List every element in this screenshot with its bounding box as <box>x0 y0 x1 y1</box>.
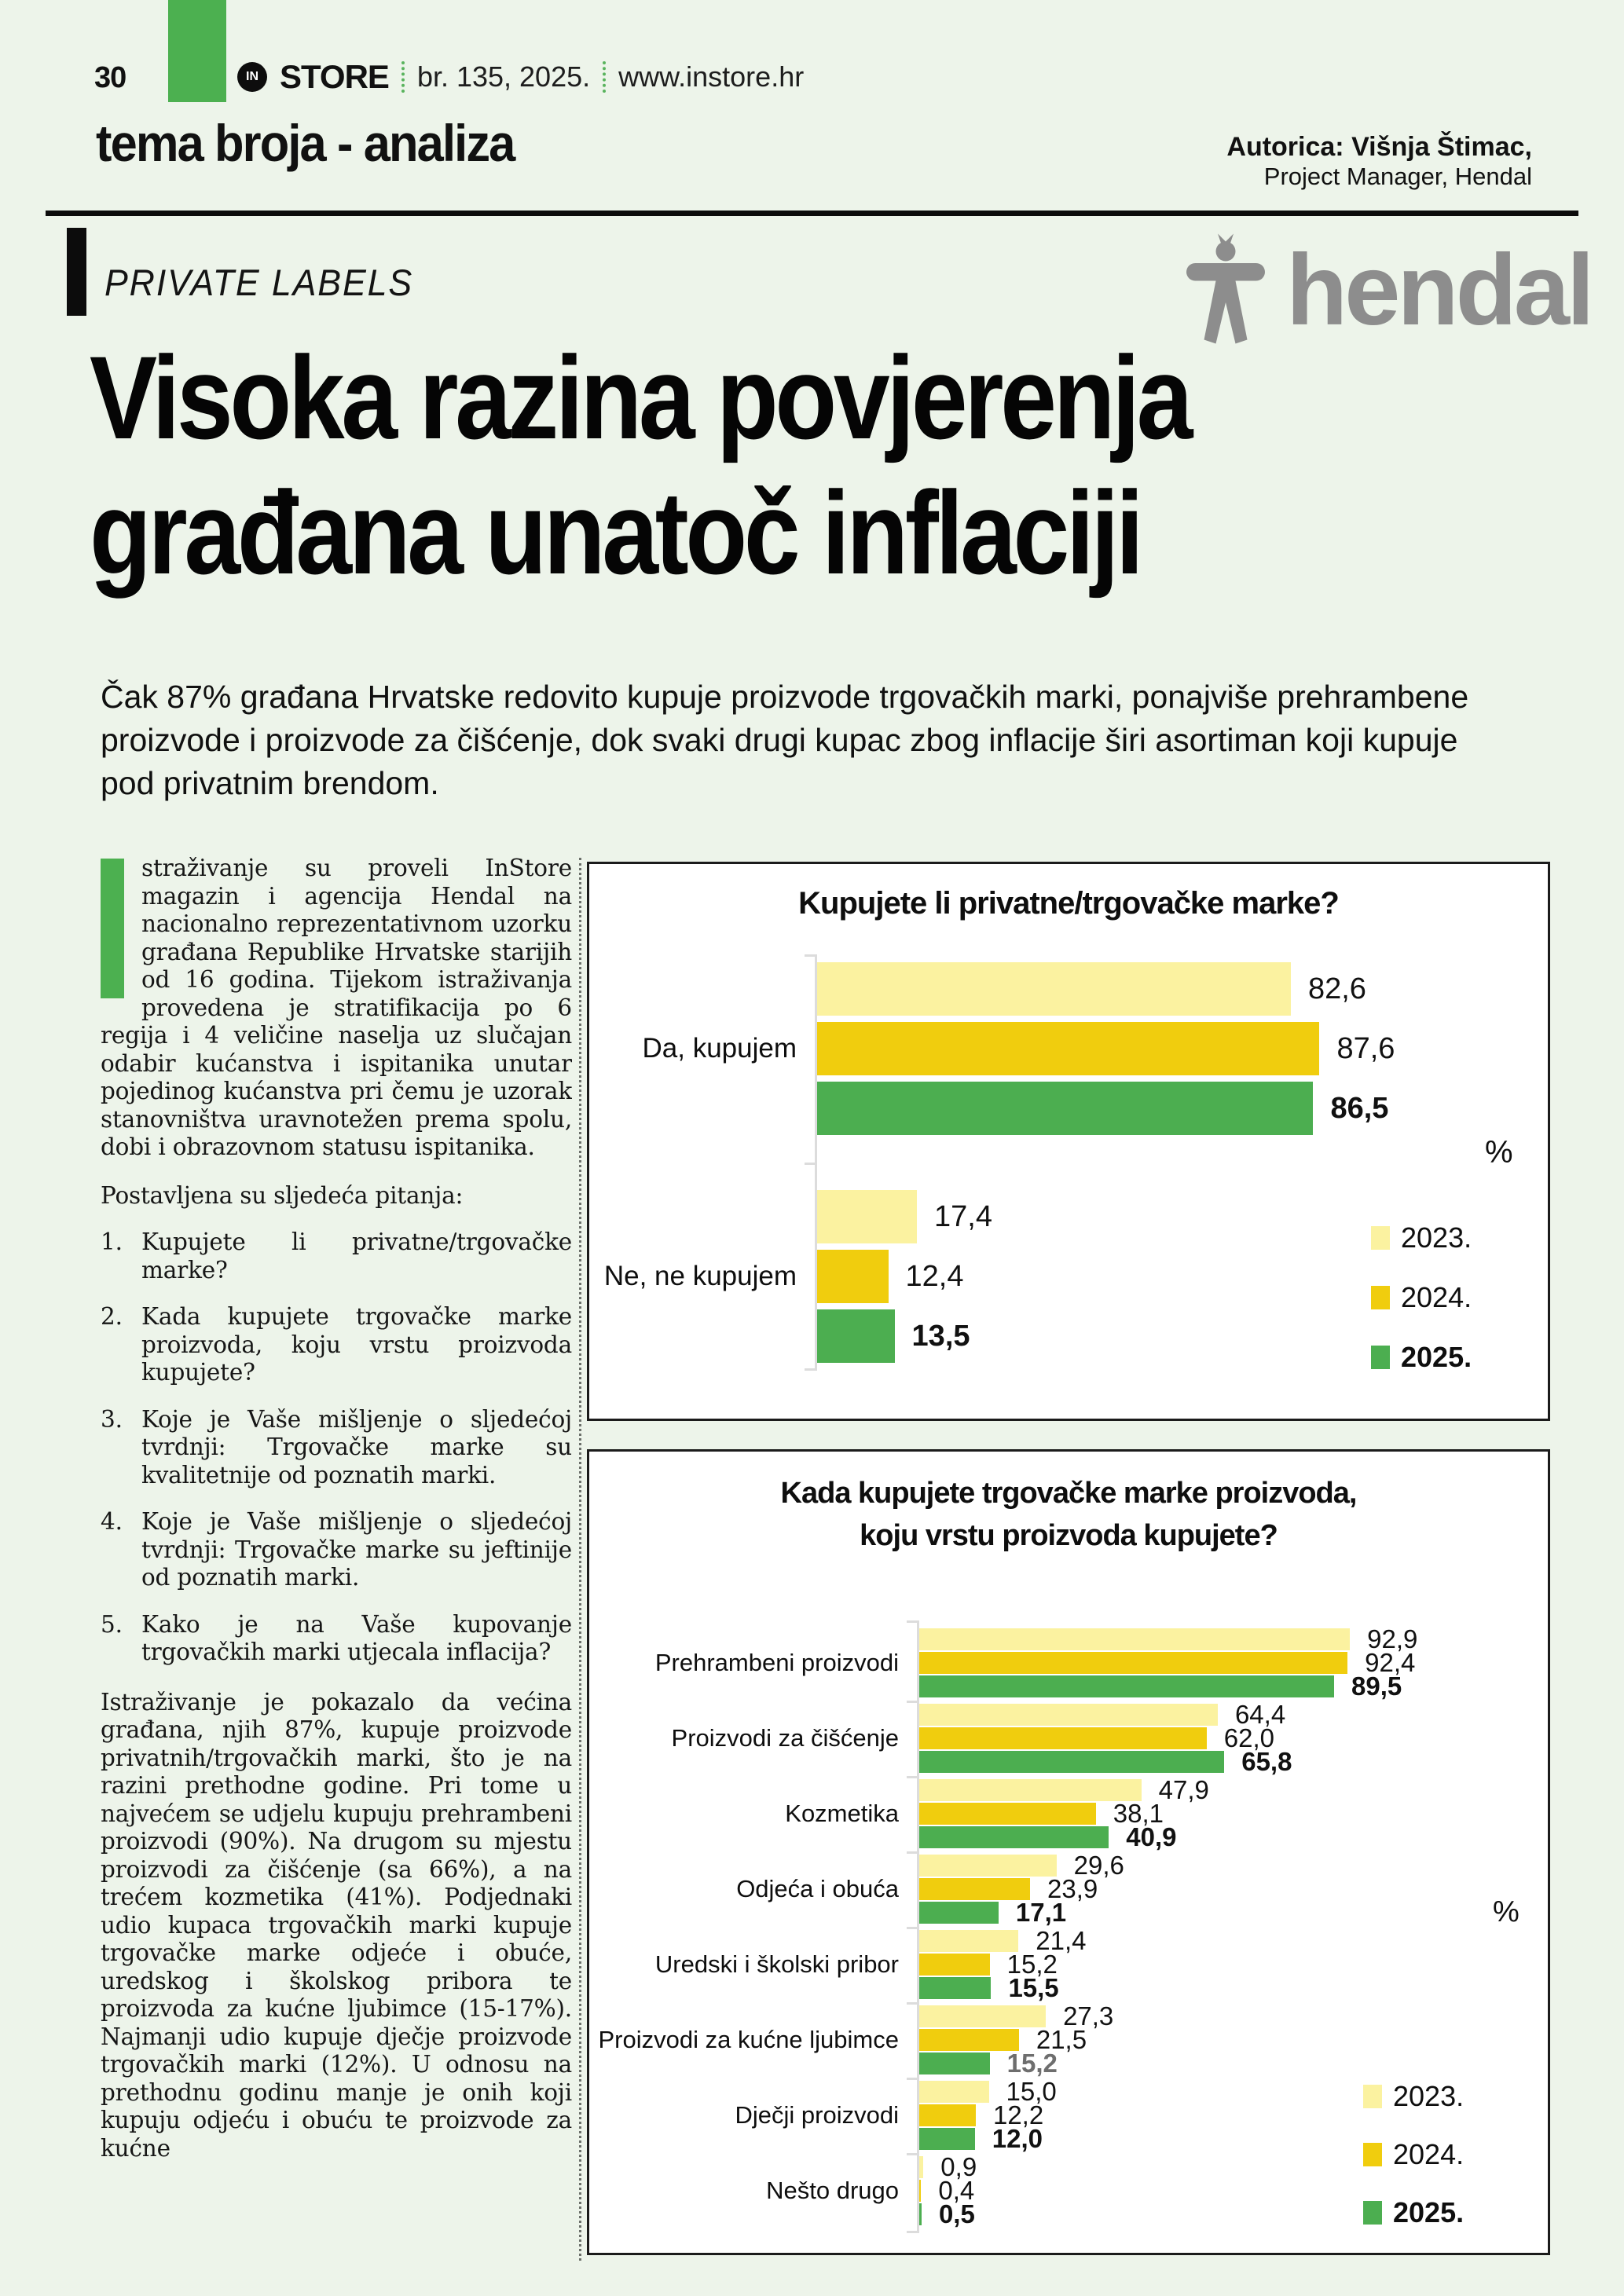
category-label: Nešto drugo <box>766 2176 899 2204</box>
bar <box>919 1704 1218 1726</box>
website-url: www.instore.hr <box>618 60 805 93</box>
bar-group <box>589 1624 1548 1701</box>
question-text: Koje je Vaše mišljenje o sljedećoj tvrdnji: Trgovačke marke su kvalitetnije od poznatih marki. <box>141 1405 572 1489</box>
value-label: 86,5 <box>1330 1091 1389 1125</box>
bar-row <box>919 1799 1209 1828</box>
value-label: 40,9 <box>1126 1822 1177 1851</box>
bar-stack <box>919 1775 1209 1851</box>
bar-row <box>919 1775 1209 1804</box>
value-label: 38,1 <box>1113 1799 1164 1828</box>
chart-legend <box>1371 1221 1472 1401</box>
bar-row <box>919 2025 1113 2054</box>
value-label: 17,1 <box>1015 1898 1067 1927</box>
bar-row <box>919 1874 1124 1903</box>
legend-swatch-icon <box>1363 2201 1382 2225</box>
bar <box>919 1675 1334 1697</box>
chart-title: koju vrstu proizvoda kupujete? <box>860 1519 1278 1552</box>
issue-number: br. 135, 2025. <box>416 60 591 93</box>
chart-title: Kupujete li privatne/trgovačke marke? <box>798 886 1339 921</box>
author-name: Autorica: Višnja Štimac, <box>1226 132 1532 162</box>
unit-label: % <box>1485 1135 1513 1170</box>
hendal-logo <box>1182 232 1592 350</box>
legend-swatch-icon <box>1371 1286 1390 1309</box>
opening-paragraph <box>101 855 572 1162</box>
value-label: 0,9 <box>940 2152 977 2181</box>
bar-row <box>919 1624 1418 1653</box>
magazine-name: STORE <box>280 58 389 95</box>
category-label: Prehrambeni proizvodi <box>654 1648 899 1676</box>
bar-row <box>817 1190 992 1243</box>
legend-item <box>1363 2080 1464 2113</box>
bar-stack <box>919 2152 977 2228</box>
bar-row <box>919 2199 977 2228</box>
legend-label: 2024. <box>1393 2138 1465 2170</box>
bar-row <box>919 1700 1292 1729</box>
bar-stack <box>919 1851 1124 1927</box>
bar-row <box>919 2152 977 2181</box>
question-text: Koje je Vaše mišljenje o sljedećoj tvrdnji: Trgovačke marke su jeftinije od poznatih marki. <box>141 1508 572 1591</box>
list-item <box>101 1508 572 1592</box>
value-label: 47,9 <box>1158 1775 1209 1804</box>
bar-group <box>589 1775 1548 1851</box>
bar <box>919 2128 975 2150</box>
bar-row <box>919 1672 1417 1701</box>
question-number: 1. <box>101 1229 123 1255</box>
bar-row <box>919 2077 1057 2106</box>
bar-row <box>919 2001 1114 2031</box>
bar <box>919 2081 989 2103</box>
bar <box>919 2029 1019 2051</box>
value-label: 82,6 <box>1307 972 1366 1005</box>
value-label: 15,0 <box>1006 2077 1057 2106</box>
category-label: Uredski i školski pribor <box>654 1950 899 1978</box>
unit-label: % <box>1493 1895 1520 1928</box>
article-body-column <box>101 855 572 2162</box>
bar <box>919 1803 1096 1825</box>
value-label: 13,5 <box>911 1319 970 1353</box>
dropcap-i <box>101 859 124 998</box>
column-divider <box>579 858 581 2261</box>
dotted-separator-icon <box>603 61 606 93</box>
legend-item <box>1363 2196 1464 2229</box>
axis-tick-icon <box>907 1620 917 1623</box>
axis-tick-icon <box>805 1368 815 1371</box>
bar <box>919 1779 1142 1801</box>
bar <box>919 2104 976 2126</box>
bar-group <box>589 1851 1548 1927</box>
bar <box>919 1727 1207 1749</box>
question-number: 2. <box>101 1303 123 1330</box>
kicker-bar <box>67 228 86 316</box>
question-text: Kada kupujete trgovačke marke proizvoda, koju vrstu proizvoda kupujete? <box>141 1303 572 1386</box>
question-text: Kupujete li privatne/trgovačke marke? <box>141 1229 572 1283</box>
bar <box>817 1022 1319 1075</box>
bar <box>919 2203 922 2225</box>
category-label: Kozmetika <box>785 1799 899 1827</box>
bar <box>919 1628 1350 1650</box>
category-label: Proizvodi za kućne ljubimce <box>598 2025 899 2053</box>
bar-row <box>919 1723 1292 1752</box>
category-label: Ne, ne kupujem <box>603 1261 797 1292</box>
chart-product-types <box>587 1449 1550 2255</box>
bar <box>817 1190 917 1243</box>
legend-label: 2023. <box>1393 2080 1465 2112</box>
question-text: Kako je na Vaše kupovanje trgovačkih marki utjecala inflacija? <box>141 1610 572 1665</box>
bar-row <box>919 1747 1292 1776</box>
bar <box>919 1652 1347 1674</box>
questions-intro: Postavljena su sljedeća pitanja: <box>101 1181 464 1209</box>
bar <box>919 1954 990 1976</box>
value-label: 15,2 <box>1006 2049 1058 2078</box>
bar-row <box>919 2100 1057 2129</box>
chart-title: Kada kupujete trgovačke marke proizvoda, <box>780 1477 1357 1510</box>
instore-circle-label: IN <box>246 70 258 83</box>
value-label: 65,8 <box>1241 1747 1292 1776</box>
value-label: 0,5 <box>938 2199 975 2228</box>
bar-row <box>919 1851 1124 1880</box>
axis-tick-icon <box>805 954 815 957</box>
bar <box>919 1930 1018 1952</box>
list-item <box>101 1229 572 1284</box>
list-item <box>101 1303 572 1387</box>
category-label: Da, kupujem <box>642 1033 797 1064</box>
bar-row <box>919 1973 1086 2002</box>
article-title-line2: građana unatoč inflaciji <box>90 467 1141 599</box>
bar <box>919 1902 999 1924</box>
list-item <box>101 1406 572 1490</box>
section-title: tema broja - analiza <box>96 114 515 172</box>
legend-swatch-icon <box>1363 2085 1382 2108</box>
axis-tick-icon <box>907 2231 917 2233</box>
value-label: 17,4 <box>934 1199 992 1233</box>
bar <box>919 2005 1046 2027</box>
legend-item <box>1371 1221 1472 1254</box>
chart-buy-private-labels <box>587 862 1550 1421</box>
article-title-line1: Visoka razina povjerenja <box>90 331 1190 463</box>
page-number: 30 <box>94 61 126 94</box>
value-label: 23,9 <box>1047 1874 1098 1903</box>
value-label: 92,4 <box>1365 1648 1416 1677</box>
chart-legend <box>1363 2080 1464 2254</box>
author-block <box>1226 132 1532 192</box>
dotted-separator-icon <box>401 61 405 93</box>
value-label: 12,4 <box>905 1259 964 1293</box>
bar-row <box>817 962 1395 1016</box>
value-label: 15,2 <box>1006 1950 1058 1979</box>
bar-stack <box>817 962 1395 1135</box>
article-title <box>90 330 1190 600</box>
bar <box>919 1878 1030 1900</box>
bar <box>919 1855 1057 1877</box>
question-number: 4. <box>101 1508 123 1535</box>
bar <box>817 1250 889 1303</box>
bar <box>919 2052 990 2074</box>
bar-row <box>919 1648 1417 1677</box>
instore-circle-icon <box>237 62 267 92</box>
value-label: 21,4 <box>1036 1926 1087 1955</box>
category-label: Dječji proizvodi <box>735 2100 899 2129</box>
value-label: 21,5 <box>1036 2025 1087 2054</box>
bar-row <box>919 2176 977 2205</box>
legend-swatch-icon <box>1363 2143 1382 2166</box>
legend-item <box>1371 1341 1472 1374</box>
hendal-person-icon <box>1182 232 1269 350</box>
green-accent-block <box>168 0 226 102</box>
bar-group <box>589 962 1548 1135</box>
kicker-label: PRIVATE LABELS <box>104 262 414 303</box>
closing-paragraph: Istraživanje je pokazalo da većina građana, njih 87%, kupuje proizvode privatnih/trgovačkih marki, što je na razini prethodne godine. Pri tome u najvećem se udjelu kupuju prehrambeni proizvodi (90%). Na drugom su mjestu proizvodi za čišćenje (sa 66%), a na trećem kozmetika (41%). Podjednaki udio kupaca trgovačkih marki kupuje trgovačke marke odjeće i obuće, uredskog i školskog pribora te proizvoda za kućne ljubimce (15-17%). Najmanji udio kupuje dječje proizvode trgovačkih marki (12%). U odnosu na prethodnu godinu manje je onih koji kupuju odjeću i obuću te proizvode za kućne <box>101 1688 572 2162</box>
horizontal-rule <box>46 211 1578 216</box>
bar-row <box>817 1082 1395 1135</box>
legend-label: 2025. <box>1401 1341 1472 1373</box>
bar-stack <box>919 1624 1418 1701</box>
value-label: 87,6 <box>1336 1031 1395 1065</box>
author-role: Project Manager, Hendal <box>1263 163 1532 190</box>
value-label: 92,9 <box>1367 1624 1418 1653</box>
bar-stack <box>919 1926 1087 2002</box>
hendal-wordmark: hendal <box>1286 234 1592 346</box>
bar-row <box>919 1950 1086 1979</box>
legend-item <box>1371 1281 1472 1314</box>
value-label: 0,4 <box>938 2176 975 2205</box>
value-label: 29,6 <box>1073 1851 1124 1880</box>
bar <box>919 2180 921 2202</box>
legend-label: 2025. <box>1393 2196 1465 2228</box>
bar <box>919 1826 1109 1848</box>
value-label: 64,4 <box>1234 1700 1286 1729</box>
bar-row <box>817 1022 1395 1075</box>
legend-label: 2023. <box>1401 1221 1472 1254</box>
bar-row <box>919 2049 1113 2078</box>
bar-row <box>919 2124 1057 2153</box>
bar-row <box>919 1822 1209 1851</box>
bar-group <box>589 2001 1548 2078</box>
article-lead: Čak 87% građana Hrvatske redovito kupuje proizvode trgovačkih marki, ponajviše prehrambene proizvode i proizvode za čišćenje, dok svaki drugi kupac zbog inflacije širi asortiman koji kupuje pod privatnim brendom. <box>101 679 1469 801</box>
bar-row <box>919 1926 1087 1955</box>
category-label: Odjeća i obuća <box>736 1874 899 1902</box>
masthead <box>237 58 804 96</box>
list-item <box>101 1611 572 1667</box>
question-number: 5. <box>101 1610 123 1638</box>
bar <box>817 1082 1313 1135</box>
bar-stack <box>817 1190 992 1363</box>
bar <box>919 1751 1224 1773</box>
value-label: 62,0 <box>1223 1723 1275 1752</box>
bar-row <box>919 1898 1124 1927</box>
bar <box>817 962 1291 1016</box>
bar-group <box>589 1926 1548 2002</box>
value-label: 15,5 <box>1008 1973 1059 2002</box>
bar-stack <box>919 1700 1292 1776</box>
bar <box>919 1977 991 1999</box>
bar-group <box>589 1700 1548 1776</box>
bar-row <box>817 1309 992 1363</box>
bar <box>817 1309 895 1363</box>
value-label: 89,5 <box>1351 1672 1402 1701</box>
legend-swatch-icon <box>1371 1226 1390 1250</box>
value-label: 12,2 <box>992 2100 1044 2129</box>
bar-row <box>817 1250 992 1303</box>
legend-label: 2024. <box>1401 1281 1472 1313</box>
bar-stack <box>919 2001 1114 2078</box>
value-label: 12,0 <box>992 2124 1043 2153</box>
legend-item <box>1363 2138 1464 2171</box>
category-label: Proizvodi za čišćenje <box>671 1723 899 1752</box>
opening-paragraph-text: straživanje su proveli InStore magazin i agencija Hendal na nacionalno reprezentativnom uzorku građana Republike Hrvatske starijih od 16 godina. Tijekom istraživanja provedena je stratifikacija po 6 regija i 4 veličine naselja uz slučajan odabir kućanstva i ispitanika unutar pojedinog kućanstva pri čemu je uzorak stanovništva uravnotežen prema spolu, dobi i obrazovnom statusu ispitanika. <box>101 855 572 1160</box>
legend-swatch-icon <box>1371 1346 1390 1369</box>
bar <box>919 2156 923 2178</box>
bar-stack <box>919 2077 1057 2153</box>
value-label: 27,3 <box>1063 2001 1114 2031</box>
question-number: 3. <box>101 1405 123 1433</box>
